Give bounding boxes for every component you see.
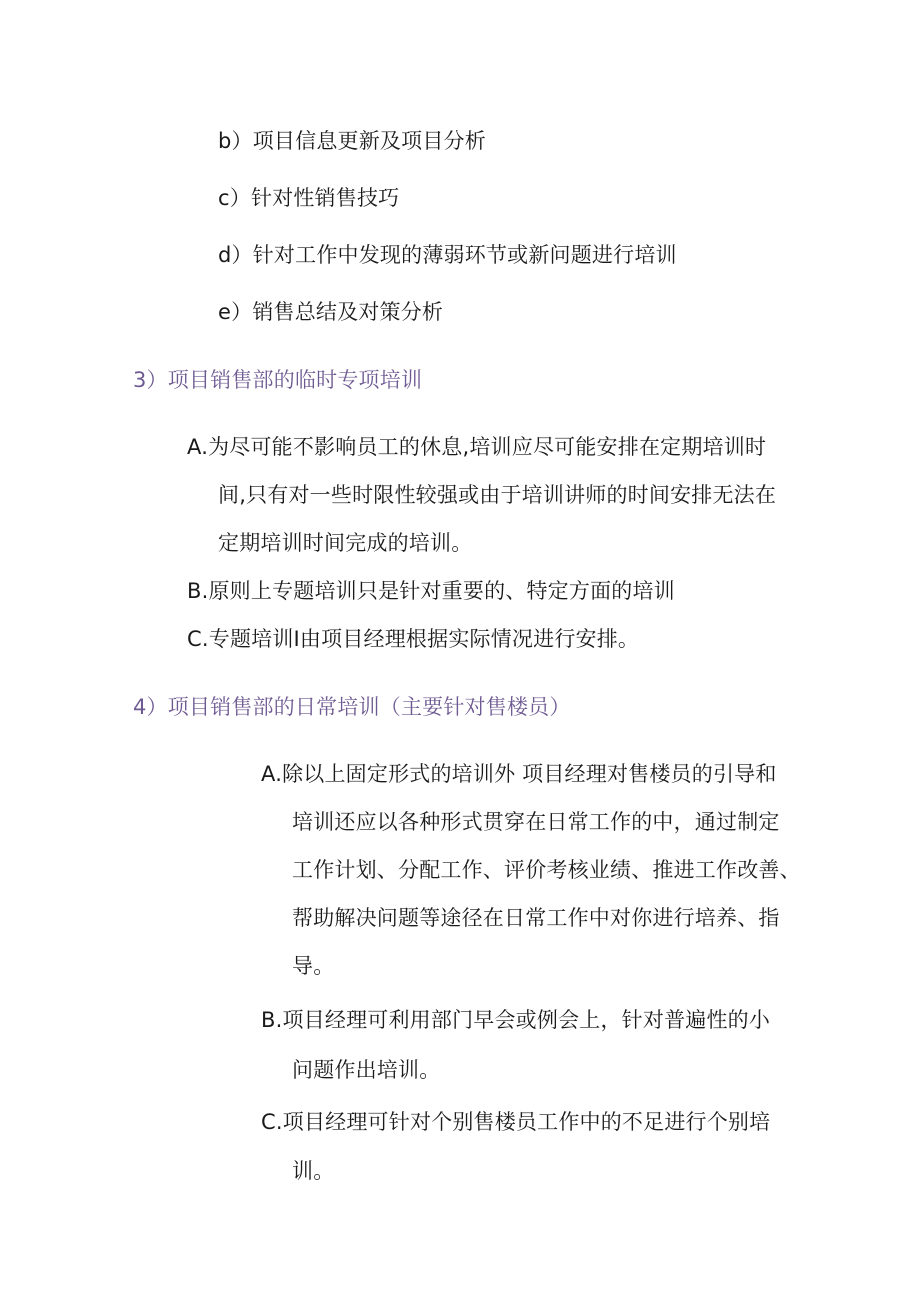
section-4-item-a-line-2: 培训还应以各种形式贯穿在日常工作的中，通过制定 (292, 810, 780, 834)
section-4-item-a-line-4: 帮助解决问题等途径在日常工作中对你进行培养、指 (292, 906, 780, 930)
section-3-item-a-line-2: 间,只有对一些时限性较强或由于培训讲师的时间安排无法在 (218, 483, 777, 507)
section-3-item-c: C.专题培训Ⅰ由项目经理根据实际情况进行安排。 (187, 627, 640, 651)
section-3-item-a-line-1: A.为尽可能不影响员工的休息,培训应尽可能安排在定期培训时 (187, 435, 767, 459)
section-4-heading: 4）项目销售部的日常培训（主要针对售楼员） (133, 695, 571, 719)
section-4-item-c-line-2: 训。 (292, 1159, 335, 1183)
section-4-item-b-line-2: 问题作出培训。 (292, 1058, 441, 1082)
section-4-item-b-line-1: B.项目经理可利用部门早会或例会上，针对普遍性的小 (261, 1008, 771, 1032)
section-3-item-b: B.原则上专题培训只是针对重要的、特定方面的培训 (187, 579, 675, 603)
section-4-item-c-line-1: C.项目经理可针对个别售楼员工作中的不足进行个别培 (261, 1110, 771, 1134)
sub-item-b: b）项目信息更新及项目分析 (218, 129, 486, 153)
sub-item-e: e）销售总结及对策分析 (218, 300, 444, 324)
section-4-item-a-line-5: 导。 (292, 954, 335, 978)
section-3-item-a-line-3: 定期培训时间完成的培训。 (218, 531, 473, 555)
section-4-item-a-line-3: 工作计划、分配工作、评价考核业绩、推进工作改善、 (292, 858, 801, 882)
section-4-item-a-line-1: A.除以上固定形式的培训外 项目经理对售楼员的引导和 (261, 762, 777, 786)
sub-item-c: c）针对性销售技巧 (218, 186, 400, 210)
sub-item-d: d）针对工作中发现的薄弱环节或新问题进行培训 (218, 243, 677, 267)
section-3-heading: 3）项目销售部的临时专项培训 (133, 368, 423, 392)
